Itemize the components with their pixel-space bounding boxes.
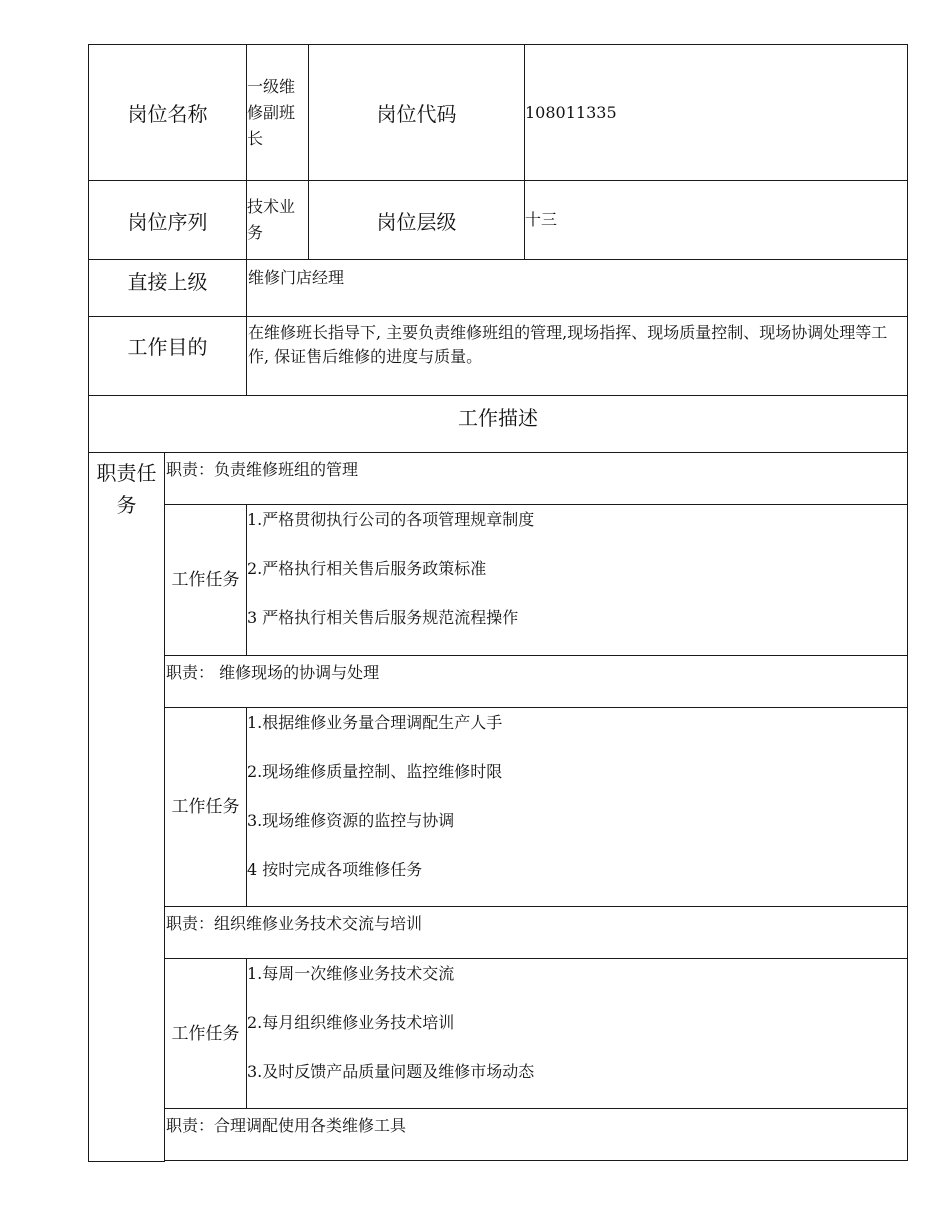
duty-title: 职责： 维修现场的协调与处理 xyxy=(165,656,908,708)
task-list xyxy=(247,505,908,656)
job-description-table xyxy=(88,44,908,1162)
task-row xyxy=(89,959,908,1109)
supervisor-row xyxy=(89,260,908,317)
job-description-document xyxy=(88,44,907,1161)
spacer-cell xyxy=(165,1161,908,1162)
position-series-label: 岗位序列 xyxy=(89,181,247,260)
task-item: 3 严格执行相关售后服务规范流程操作 xyxy=(247,608,519,627)
task-item: 1.根据维修业务量合理调配生产人手 xyxy=(247,713,503,732)
supervisor-label: 直接上级 xyxy=(89,260,247,317)
task-item: 2.严格执行相关售后服务政策标准 xyxy=(247,559,487,578)
duty-row xyxy=(89,453,908,505)
duty-row xyxy=(89,656,908,708)
duty-title: 职责：合理调配使用各类维修工具 xyxy=(165,1109,908,1161)
duties-label: 职责任务 xyxy=(89,453,165,1162)
duty-title: 职责：负责维修班组的管理 xyxy=(165,453,908,505)
position-name-value: 一级维修副班长 xyxy=(247,45,309,181)
description-title-row xyxy=(89,396,908,453)
purpose-row xyxy=(89,317,908,396)
task-list xyxy=(247,708,908,907)
position-code-value: 108011335 xyxy=(525,45,908,181)
task-row xyxy=(89,708,908,907)
duty-row xyxy=(89,1109,908,1161)
task-label: 工作任务 xyxy=(165,505,247,656)
task-item: 2.现场维修质量控制、监控维修时限 xyxy=(247,762,503,781)
description-title: 工作描述 xyxy=(89,396,908,453)
position-level-value: 十三 xyxy=(525,181,908,260)
position-series-row xyxy=(89,181,908,260)
task-list xyxy=(247,959,908,1109)
task-label: 工作任务 xyxy=(165,708,247,907)
purpose-value: 在维修班长指导下, 主要负责维修班组的管理,现场指挥、现场质量控制、现场协调处理等工作, 保证售后维修的进度与质量。 xyxy=(247,317,908,396)
position-name-label: 岗位名称 xyxy=(89,45,247,181)
task-label: 工作任务 xyxy=(165,959,247,1109)
task-item: 4 按时完成各项维修任务 xyxy=(247,860,423,879)
task-item: 1.严格贯彻执行公司的各项管理规章制度 xyxy=(247,510,535,529)
task-item: 1.每周一次维修业务技术交流 xyxy=(247,964,455,983)
task-item: 2.每月组织维修业务技术培训 xyxy=(247,1013,455,1032)
purpose-label: 工作目的 xyxy=(89,317,247,396)
position-level-label: 岗位层级 xyxy=(309,181,525,260)
supervisor-value: 维修门店经理 xyxy=(247,260,908,317)
position-name-row xyxy=(89,45,908,181)
duty-row xyxy=(89,907,908,959)
spacer-row xyxy=(89,1161,908,1162)
position-code-label: 岗位代码 xyxy=(309,45,525,181)
task-item: 3.及时反馈产品质量问题及维修市场动态 xyxy=(247,1062,535,1081)
task-row xyxy=(89,505,908,656)
duty-title: 职责：组织维修业务技术交流与培训 xyxy=(165,907,908,959)
task-item: 3.现场维修资源的监控与协调 xyxy=(247,811,455,830)
position-series-value: 技术业务 xyxy=(247,181,309,260)
